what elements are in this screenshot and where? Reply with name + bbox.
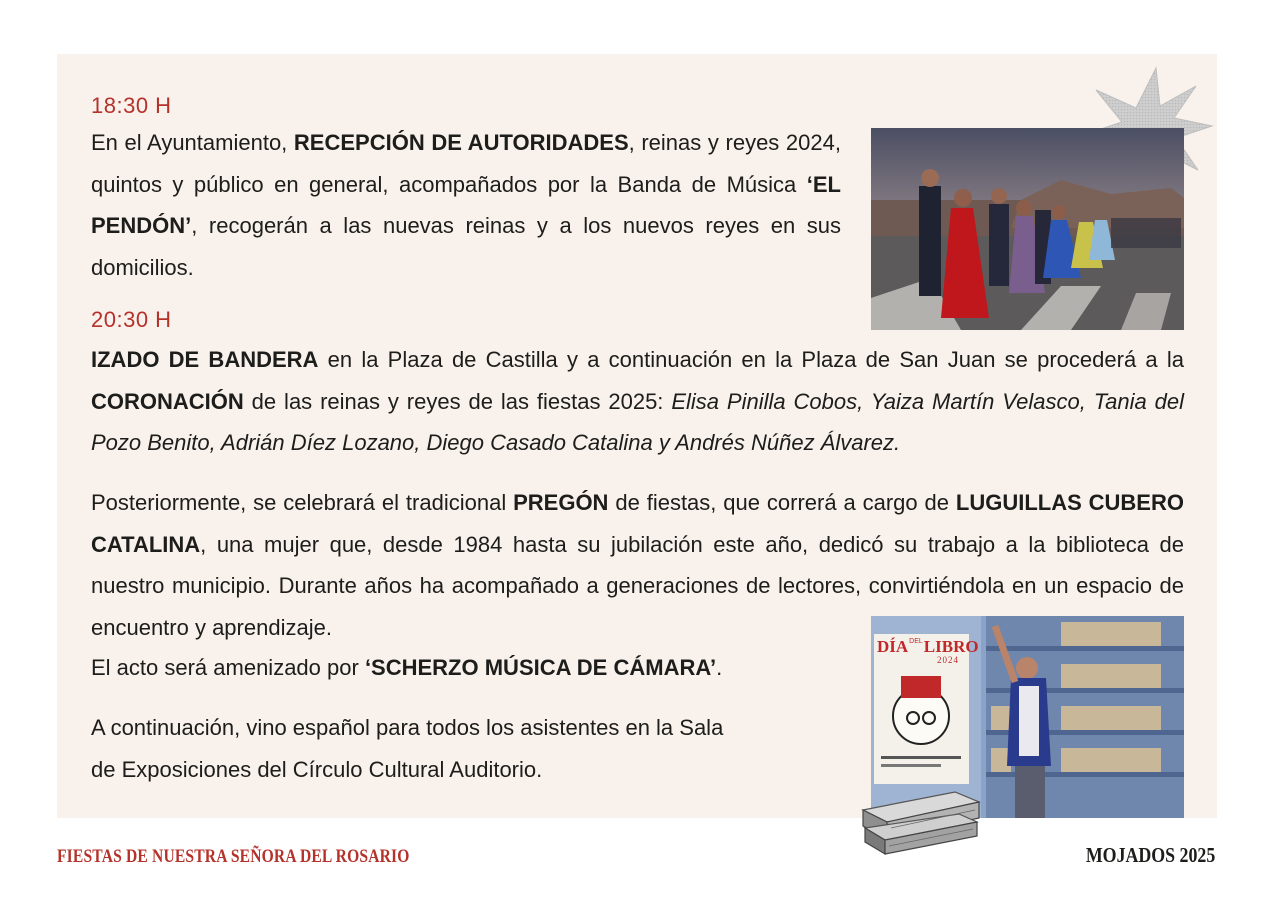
text: En el Ayuntamiento, [91, 130, 294, 155]
procession-photo [871, 128, 1184, 330]
bold-text: RECEPCIÓN DE AUTORIDADES [293, 130, 629, 155]
poster-title-dia: DÍA [877, 637, 909, 656]
bold-text: LUGUILLAS CUBERO CATALINA [91, 490, 1184, 557]
text: de las reinas y reyes de las fiestas 2025: [243, 388, 672, 414]
text: . [716, 655, 723, 680]
text: , reinas y reyes 2024, quintos y público en general, acompañados por la Banda de Música [91, 130, 841, 197]
time-1830: 18:30 H [91, 93, 172, 118]
text-line: A continuación, vino español para todos los asistentes en la Sala [91, 715, 724, 740]
text-line: de Exposiciones del Círculo Cultural Auditorio. [91, 756, 543, 782]
footer-town-year: MOJADOS 2025 [1085, 843, 1215, 867]
bold-text: CORONACIÓN [91, 388, 244, 414]
bold-text: ‘EL PENDÓN’ [91, 171, 841, 238]
text: Posteriormente, se celebrará el tradicional [91, 490, 514, 515]
paragraph-coronation [91, 339, 1184, 464]
poster-title-libro: LIBRO [923, 637, 979, 656]
paragraph-music [91, 647, 871, 689]
books-illustration [855, 780, 985, 856]
text: en la Plaza de Castilla y a continuación en la Plaza de San Juan se procederá a la [318, 347, 1184, 372]
poster-title-del: DEL [909, 638, 923, 645]
bold-text: PREGÓN [513, 490, 609, 515]
text: El acto será amenizado por [91, 655, 365, 680]
paragraph-reception [91, 122, 841, 288]
poster-year: 2024 [937, 655, 959, 665]
bold-text: ‘SCHERZO MÚSICA DE CÁMARA’ [364, 655, 717, 680]
text: , recogerán a las nuevas reinas y a los nuevos reyes en sus domicilios. [91, 213, 841, 280]
bold-text: IZADO DE BANDERA [91, 347, 319, 372]
paragraph-wine [91, 707, 851, 790]
time-2030: 20:30 H [91, 307, 172, 332]
text: de fiestas, que correrá a cargo de [608, 490, 956, 515]
italic-names: Elisa Pinilla Cobos, Yaiza Martín Velasco, Tania del Pozo Benito, Adrián Díez Lozano, Diego Casado Catalina y Andrés Núñez Álvarez. [91, 388, 1184, 455]
footer-festival-title: FIESTAS DE NUESTRA SEÑORA DEL ROSARIO [57, 846, 410, 867]
text: , una mujer que, desde 1984 hasta su jubilación este año, dedicó su trabajo a la biblioteca de nuestro municipio. Durante años ha acompañado a generaciones de lectores, convirtiéndola en un espacio de encuentro y aprendizaje. [91, 531, 1184, 640]
